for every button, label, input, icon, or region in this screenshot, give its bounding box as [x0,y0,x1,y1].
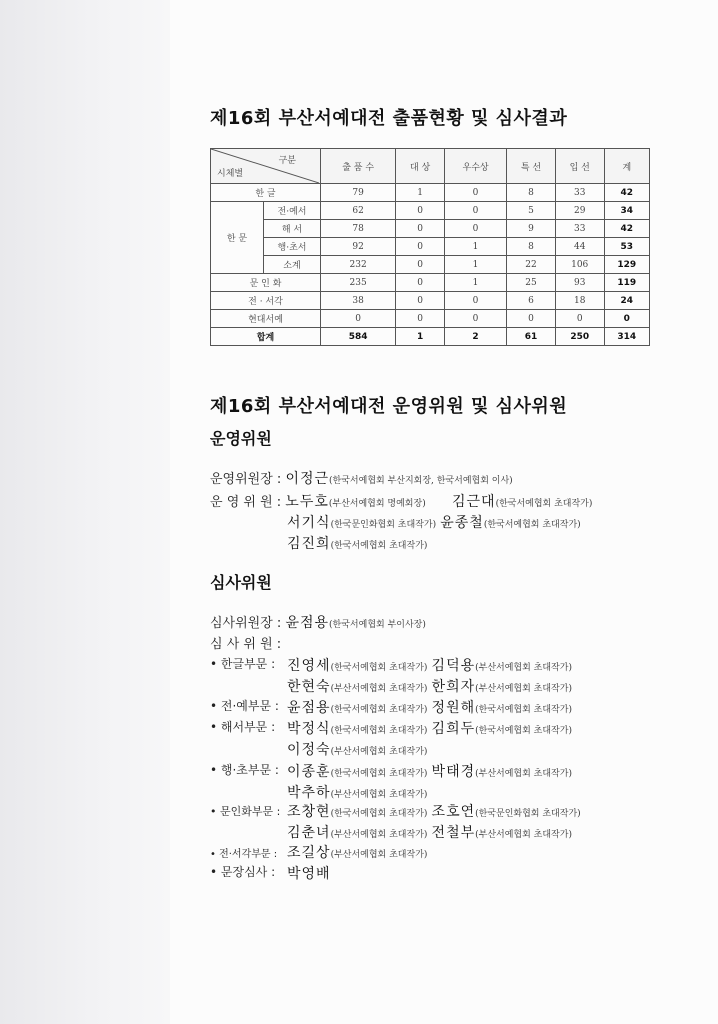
row-label: 행·초서 [264,238,321,256]
table-cell: 9 [507,220,556,238]
ops-heading: 운영위원 [210,429,272,448]
table-cell: 62 [321,202,396,220]
person-name: 한희자 [431,679,476,695]
person-name: 조길상 [287,845,331,861]
person-name: 김희두 [431,721,476,737]
judge-chair-line [210,612,426,632]
person-note: (한국서예협회 부산지회장, 한국서예협회 이사) [329,476,513,486]
judge-members-line [210,633,281,652]
row-label: 한 글 [211,184,321,202]
division-members [287,655,572,675]
table-cell: 1 [396,184,445,202]
person-note: (부산서예협회 초대작가) [475,830,572,840]
division-line [210,697,279,714]
table-cell: 22 [507,256,556,274]
person-note: (부산서예협회 초대작가) [330,747,428,757]
table-cell: 0 [321,310,396,328]
total-cell: 34 [604,202,649,220]
ops-chair-line [210,468,513,488]
results-table [210,148,650,346]
division-members [287,842,427,862]
person-name: 박태경 [431,764,476,780]
table-cell: 5 [507,202,556,220]
person-note: (한국서예협회 초대작가) [330,663,428,673]
person-name: 김덕용 [431,658,476,674]
table-cell: 44 [555,238,604,256]
person-name: 윤점용 [287,700,331,716]
person-note: (한국서예협회 초대작가) [330,541,428,551]
row-label: 소계 [264,256,321,274]
table-sum-row [211,328,650,346]
division-members [287,822,572,842]
table-cell: 33 [555,220,604,238]
table-row [211,310,650,328]
sum-cell: 1 [396,328,445,346]
person-name: 정원해 [431,700,476,716]
table-cell: 6 [507,292,556,310]
division-line [210,655,275,672]
col-header: 특 선 [507,149,556,184]
row-label: 전·예서 [264,202,321,220]
person-name: 김진희 [287,536,331,552]
judge-heading: 심사위원 [210,573,272,592]
table-cell: 0 [555,310,604,328]
col-header: 대 상 [396,149,445,184]
person-note: (한국서예협회 부이사장) [329,620,426,630]
table-row [211,292,650,310]
table-cell: 33 [555,184,604,202]
col-header: 출 품 수 [321,149,396,184]
table-cell: 1 [444,256,506,274]
division-members [287,739,427,759]
table-cell: 79 [321,184,396,202]
person-name: 전철부 [431,825,476,841]
table-cell: 0 [396,220,445,238]
col-header: 우수상 [444,149,506,184]
person-note: (부산서예협회 초대작가) [475,684,572,694]
sum-label: 합계 [211,328,321,346]
sum-cell: 61 [507,328,556,346]
person-note: (한국문인화협회 초대작가) [475,809,581,819]
person-name: 이종훈 [287,764,331,780]
table-cell: 1 [444,274,506,292]
corner-top-label: 구분 [278,156,296,166]
table-cell: 232 [321,256,396,274]
division-line [210,761,279,778]
division-label: • 한글부문 : [210,657,276,671]
division-members [287,863,331,883]
table-cell: 18 [555,292,604,310]
corner-bottom-label: 시체별 [217,169,244,179]
person-name: 조호연 [431,804,476,820]
total-cell: 0 [604,310,649,328]
role-label: 심 사 위 원 : [210,637,282,652]
person-note: (부산서예협회 초대작가) [475,663,572,673]
sum-cell: 250 [555,328,604,346]
division-label: • 해서부문 : [210,720,276,734]
role-label: 운영위원장 : [210,472,282,487]
table-cell: 29 [555,202,604,220]
person-name: 김춘녀 [287,825,331,841]
row-label: 현대서예 [211,310,321,328]
table-row [211,220,650,238]
person-note: (한국서예협회 초대작가) [483,520,581,530]
table-row [211,238,650,256]
person-note: (부산서예협회 초대작가) [330,790,428,800]
person-note: (부산서예협회 초대작가) [330,850,428,860]
table-cell: 8 [507,184,556,202]
corner-header-cell [211,149,321,184]
table-cell: 0 [396,274,445,292]
ops-members-line [287,533,427,553]
col-header: 계 [604,149,649,184]
row-label: 해 서 [264,220,321,238]
ops-members-line [210,491,592,511]
table-row [211,202,650,220]
person-name: 김근대 [451,494,496,510]
person-name: 윤점용 [285,615,330,631]
table-cell: 0 [444,220,506,238]
table-row [211,274,650,292]
total-cell: 119 [604,274,649,292]
table-cell: 92 [321,238,396,256]
person-name: 노두호 [285,494,329,510]
table-row [211,256,650,274]
division-line [210,845,277,860]
person-note: (부산서예협회 명예회장) [328,499,426,509]
role-label: 심사위원장 : [210,616,282,631]
division-label: • 전·예부문 : [210,699,279,713]
division-members [287,676,572,696]
division-members [287,801,581,821]
row-label: 전 · 서각 [211,292,321,310]
person-name: 박추하 [287,785,331,801]
total-cell: 42 [604,220,649,238]
division-label: • 행·초부문 : [210,763,279,777]
col-header: 입 선 [555,149,604,184]
person-note: (한국서예협회 초대작가) [475,726,572,736]
table-cell: 0 [396,292,445,310]
division-members [287,718,572,738]
row-group-label: 한 문 [211,202,264,274]
person-name: 한현숙 [287,679,331,695]
person-note: (한국서예협회 초대작가) [330,809,428,819]
table-cell: 0 [507,310,556,328]
table-cell: 0 [444,184,506,202]
person-name: 박영배 [287,866,331,882]
division-label: • 문인화부문 : [210,805,281,818]
table-cell: 0 [444,202,506,220]
total-cell: 42 [604,184,649,202]
person-note: (한국서예협회 초대작가) [330,769,428,779]
person-note: (한국서예협회 초대작가) [330,705,428,715]
division-line [210,863,275,880]
sum-cell: 2 [444,328,506,346]
division-members [287,761,572,781]
table-cell: 0 [396,238,445,256]
person-name: 박정식 [287,721,331,737]
table-cell: 38 [321,292,396,310]
total-cell: 24 [604,292,649,310]
person-name: 윤종철 [440,515,484,531]
table-cell: 235 [321,274,396,292]
sum-cell: 584 [321,328,396,346]
table-cell: 106 [555,256,604,274]
table-cell: 8 [507,238,556,256]
person-note: (한국서예협회 초대작가) [330,726,428,736]
division-label: • 전·서각부문 : [210,849,278,860]
ops-members-line [287,512,581,532]
division-label: • 문장심사 : [210,865,276,879]
total-cell: 129 [604,256,649,274]
person-note: (부산서예협회 초대작가) [330,830,428,840]
person-note: (한국서예협회 초대작가) [495,499,593,509]
results-title: 제16회 부산서예대전 출품현황 및 심사결과 [210,108,568,129]
table-cell: 0 [396,202,445,220]
person-note: (부산서예협회 초대작가) [330,684,428,694]
table-cell: 78 [321,220,396,238]
table-cell: 25 [507,274,556,292]
sum-cell: 314 [604,328,649,346]
table-cell: 1 [444,238,506,256]
table-cell: 93 [555,274,604,292]
person-name: 이정숙 [287,742,331,758]
division-line [210,803,280,819]
total-cell: 53 [604,238,649,256]
person-name: 조창현 [287,804,331,820]
division-line [210,718,275,735]
person-name: 이정근 [285,471,330,487]
division-members [287,697,572,717]
table-header-row [211,149,650,184]
table-cell: 0 [396,310,445,328]
person-note: (한국서예협회 초대작가) [475,705,572,715]
table-cell: 0 [444,292,506,310]
table-cell: 0 [444,310,506,328]
person-name: 진영세 [287,658,331,674]
person-name: 서기식 [287,515,331,531]
committee-title: 제16회 부산서예대전 운영위원 및 심사위원 [210,396,568,417]
person-note: (한국문인화협회 초대작가) [330,520,437,530]
division-members [287,782,427,802]
table-cell: 0 [396,256,445,274]
page-fold-shadow [0,0,170,1024]
table-row [211,184,650,202]
row-label: 문 인 화 [211,274,321,292]
role-label: 운 영 위 원 : [210,495,282,510]
person-note: (부산서예협회 초대작가) [475,769,572,779]
